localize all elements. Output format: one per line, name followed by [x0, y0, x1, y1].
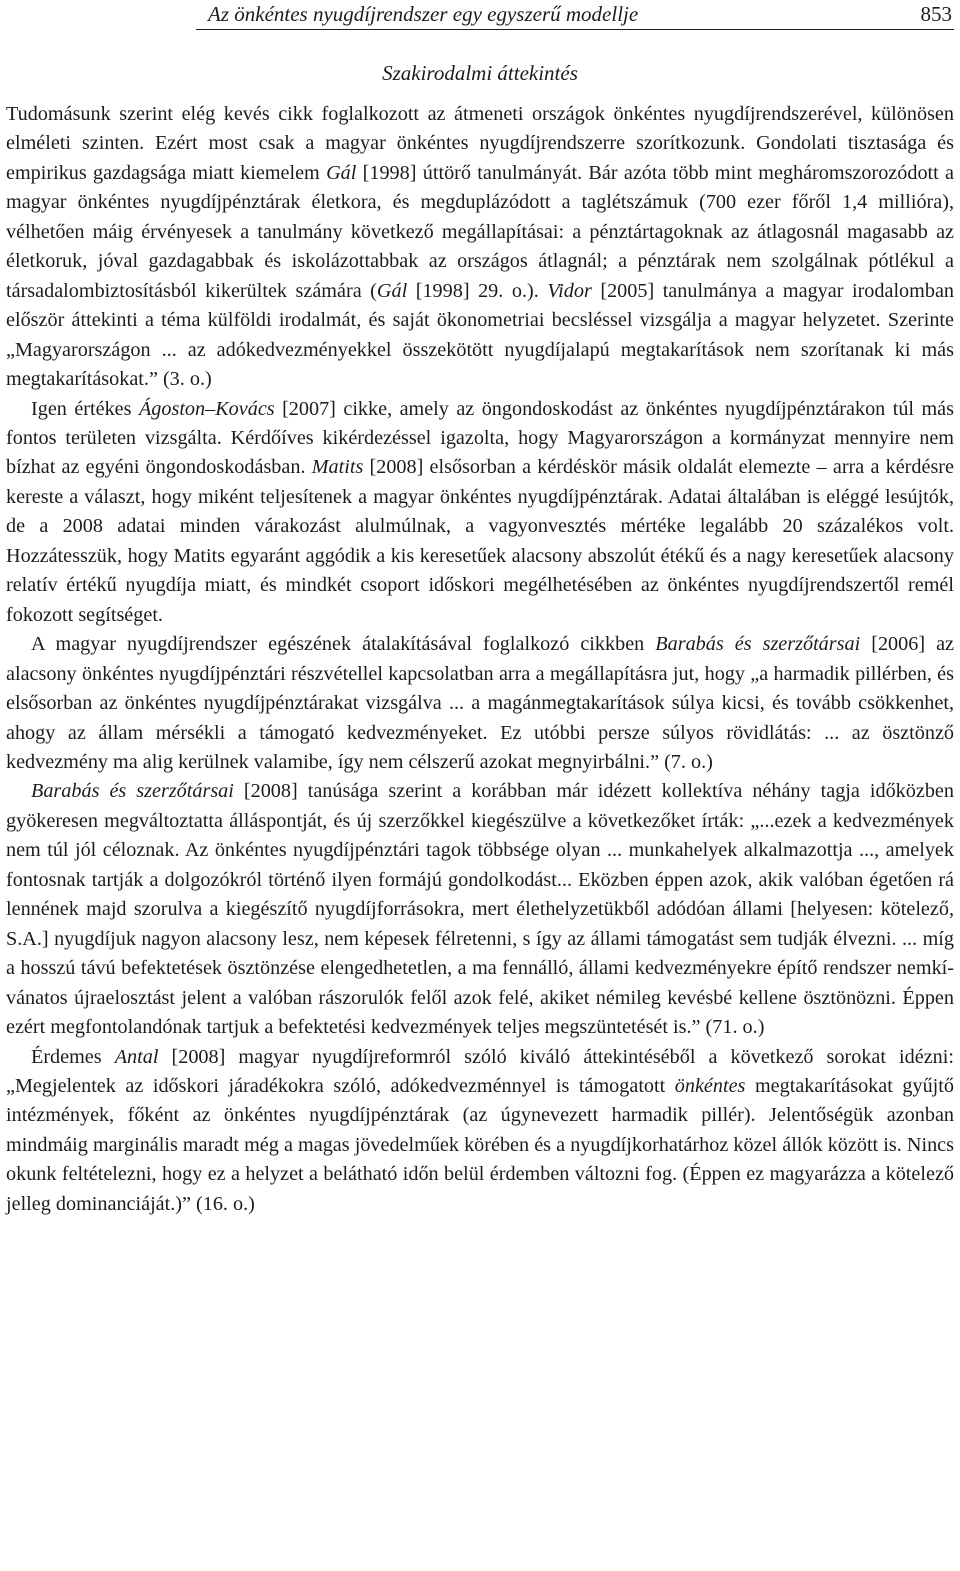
- paragraph-text: [2008] tanúsága szerint a korábban már idézett kollektíva néhány tagja időközben gyökeresen megváltoztatta álláspontját, és új szerzőkkel kiegészülve a következőket írták: „...ezek a kedvezmények nem túl jól céloznak. Az önkéntes nyugdíjpénztári tagok többsége olyan ... munkahelyek alkalmazottja ..., amelyek fontosnak tartják a dolgozókról történő ilyen formájú gondolkodást... Eközben éppen azok, akik valóban égetően rá lennének majd szorulva a kiegészítő nyugdíjforrásokra, mert élethelyzetükből adódóan állami [helyesen: kötelező, S.A.] nyugdíjuk nagyon alacsony lesz, nem képesek félretenni, s így az állami támogatást sem tudják élvezni. ... míg a hosszú távú befektetések ösztönzése elengedhetetlen, a ma fennálló, állami kedvezményekre építő rendszer nemkívánatos újraelosztást jelent a valóban rászorulók felől azok felé, akiket némileg kevésbé kellene ösztönözni. Éppen ezért megfontolandónak tartjuk a befektetési kedvezmények teljes megszüntetését is.” (71. o.): [6, 780, 954, 1039]
- paragraph-text: [2008] elsősorban a kérdéskör másik oldalát elemezte – arra a kérdésre kereste a választ, hogy miként teljesítenek a magyar önkéntes nyugdíjpénztárak. Adatai általában is eléggé lesújtók, de a 2008 adatai minden várakozást alulmúlnak, a vagyonvesztés mértéke legalább 20 százalékos volt. Hozzátesszük, hogy Matits egyaránt aggódik a kis keresetűek alacsony abszolút étékű és a nagy keresetűek alacsony relatív értékű nyugdíja miatt, és mindkét csoport időskori megélhetésében az önkéntes nyugdíjrendszertől remél fokozott segítséget.: [6, 456, 954, 626]
- citation-author: Vidor: [547, 279, 592, 302]
- citation-author: Antal: [114, 1045, 159, 1068]
- paragraph-text: [1998] úttörő tanulmányát. Bár azóta több mint megháromszorozódott a magyar önkéntes nyugdíjpénztárak életkora, és megduplázódott a taglétszámuk (700 ezer főről 1,4 millióra), vélhetően máig érvényesek a tanulmány következő megállapításai: a pénztártagoknak az átlagosnál magasabb az életkoruk, jóval gazdagabbak és iskolázottabbak az országos átlagnál; a pénztárak nem szolgálnak pótlékul a társadalombiztosításból kikerültek számára (: [6, 161, 955, 302]
- paragraph-text: [2007] cikke, amely az öngondoskodást az önkéntes nyugdíjpénztárakon túl más fontos területen vizsgálta. Kérdőíves kikérdezéssel igazolta, hogy Magyarországon a kormányzat mennyire nem bízhat az egyéni öngondoskodásban.: [6, 397, 954, 479]
- section-title: Szakirodalmi áttekintés: [382, 61, 578, 85]
- body-text: [6, 100, 954, 1219]
- paragraph-text: Érdemes: [31, 1045, 115, 1068]
- paragraph-text: Tudomásunk szerint elég kevés cikk foglalkozott az átmeneti országok önkéntes nyugdíjrendszerével, különösen elméleti szinten. Ezért most csak a magyar önkéntes nyugdíjrendszerre szorítkozunk. Gondolati tisztasága és empirikus gazdagsága miatt kiemelem: [6, 103, 954, 184]
- paragraph-text: [2006] az alacsony önkéntes nyugdíjpénztári részvétellel kapcsolatban arra a megállapításra jut, hogy „a harmadik pillérben, és elsősorban az önkéntes nyugdíjpénztárakat vizsgálva ... a magánmegtakarítások súlya kicsi, és tovább csökkenhet, ahogy az állam mérsékli a támogató kedvezményeket. Ez utóbbi persze súlyos rövidlátás: ... az ösztönző kedvezmény ma alig kerülnek valamibe, így nem célszerű azokat megnyirbálni.” (7. o.): [6, 633, 954, 773]
- running-title: Az önkéntes nyugdíjrendszer egy egyszerű modellje: [208, 2, 639, 26]
- paragraph-text: Igen értékes: [31, 397, 139, 420]
- paragraph-text: A magyar nyugdíjrendszer egészének átalakításával foglalkozó cikkben: [31, 633, 656, 656]
- header-rule: [196, 29, 954, 30]
- citation-author: Barabás és szerzőtársai: [31, 780, 234, 803]
- citation-author: Barabás és szerzőtársai: [655, 633, 861, 656]
- paragraph-text: [1998] 29. o.).: [407, 279, 548, 302]
- paragraph: [6, 630, 954, 777]
- paragraph: [6, 100, 954, 395]
- running-header: [6, 0, 954, 30]
- paragraph-text: megtakarításokat gyűjtő intézmények, főként az önkéntes nyugdíjpénztárak (az úgynevezett harmadik pillér). Jelentőségük azonban mindmáig marginális maradt még a magas jövedelműek körében és a nyugdíjkorhatárhoz közel állók között is. Nincs okunk feltételezni, hogy ez a helyzet a belátható időn belül érdemben változni fog. (Éppen ez magyarázza a kötelező jelleg dominanciáját.)” (16. o.): [6, 1074, 954, 1215]
- paragraph-text: [2008] magyar nyugdíjreformról szóló kiváló áttekintéséből a következő sorokat idézni: „Megjelentek az időskori járadékokra szóló, adókedvezménnyel is támogatott: [6, 1045, 954, 1097]
- paragraph: [6, 1043, 954, 1220]
- page-number: 853: [920, 2, 952, 26]
- paragraph-text: [2005] tanulmánya a magyar irodalomban először áttekinti a téma külföldi irodalmát, és saját ökonometriai becsléssel vizsgálja a magyar helyzetet. Szerinte „Magyarországon ... az adókedvezményekkel összekötött nyugdíjalapú megtakarítások nem szorítanak ki más megtakarításokat.” (3. o.): [6, 279, 955, 391]
- citation-author: önkéntes: [674, 1074, 746, 1097]
- citation-author: Matits: [311, 456, 364, 479]
- paragraph: [6, 777, 954, 1042]
- citation-author: Ágoston–Kovács: [138, 397, 275, 420]
- paragraph: [6, 395, 954, 631]
- citation-author: Gál: [376, 279, 408, 302]
- citation-author: Gál: [326, 161, 357, 184]
- journal-page: [6, 0, 954, 1219]
